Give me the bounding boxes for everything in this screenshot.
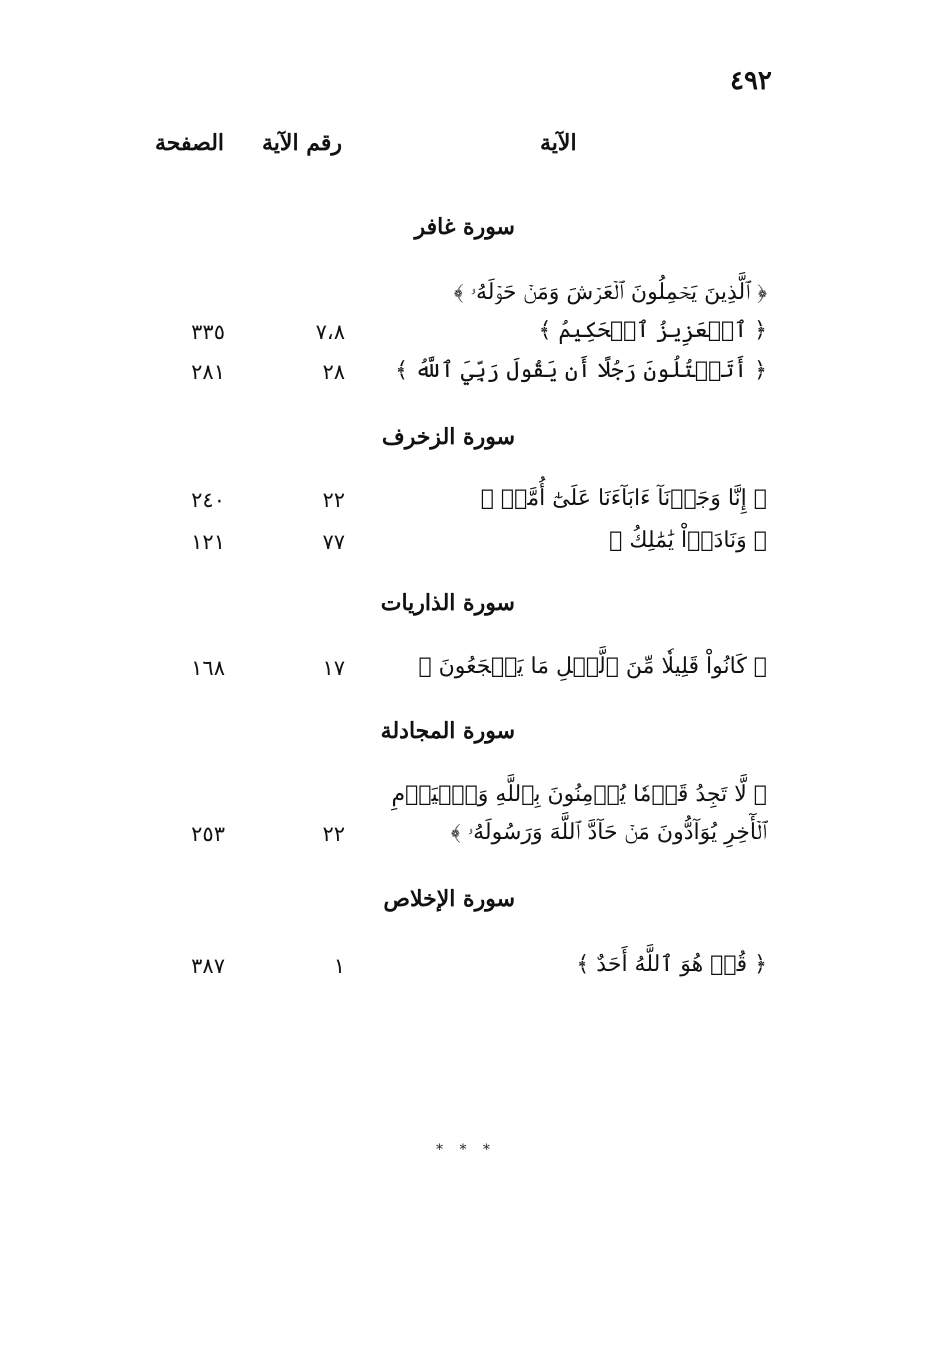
- header-verse-number: رقم الآية: [262, 130, 343, 156]
- surah-title: سورة الذاريات: [380, 590, 515, 616]
- page-number: ٤٩٢: [730, 66, 772, 96]
- ayah-number: ٢٢: [322, 822, 345, 846]
- verse-line: ٱلۡأٓخِرِ يُوَآدُّونَ مَنۡ حَآدَّ ٱللَّهَ وَرَسُولَهُۥ ﴾: [450, 820, 767, 845]
- page-reference: ٣٨٧: [191, 954, 225, 978]
- header-verse: الآية: [540, 130, 577, 156]
- page-reference: ١٢١: [191, 530, 225, 554]
- page-reference: ٢٤٠: [191, 488, 225, 512]
- surah-title: سورة الإخلاص: [383, 886, 515, 912]
- section-end-ornament: * * *: [436, 1142, 496, 1158]
- page-reference: ٢٥٣: [191, 822, 225, 846]
- surah-title: سورة الزخرف: [381, 424, 515, 450]
- ayah-number: ٧٧: [322, 530, 345, 554]
- verse-line: ﴿ لَّا تَجِدُ قَوۡمٗا يُؤۡمِنُونَ بِٱللَّهِ وَٱلۡيَوۡمِ: [391, 782, 767, 807]
- verse-line: ﴿ أَتَقۡتُلُونَ رَجُلًا أَن يَقُولَ رَبِّيَ ٱللَّهُ ﴾: [395, 358, 767, 383]
- verse-line: ﴿ ٱلۡعَزِيزُ ٱلۡحَكِيمُ ﴾: [538, 318, 767, 343]
- surah-title: سورة غافر: [414, 214, 515, 240]
- ayah-number: ٧،٨: [315, 320, 345, 344]
- surah-title: سورة المجادلة: [380, 718, 515, 744]
- page-reference: ٣٣٥: [191, 320, 225, 344]
- ayah-number: ١: [333, 954, 345, 978]
- ayah-number: ٢٨: [322, 360, 345, 384]
- ayah-number: ١٧: [322, 656, 345, 680]
- verse-line: ﴿ قُلۡ هُوَ ٱللَّهُ أَحَدٌ ﴾: [576, 952, 767, 977]
- verse-line: ﴿ وَنَادَوۡاْ يَٰمَٰلِكُ ﴾: [609, 528, 767, 553]
- ayah-number: ٢٢: [322, 488, 345, 512]
- page-reference: ٢٨١: [191, 360, 225, 384]
- header-page: الصفحة: [155, 130, 225, 156]
- verse-line: ﴿ كَانُواْ قَلِيلٗا مِّنَ ٱلَّيۡلِ مَا يَهۡجَعُونَ ﴾: [418, 654, 767, 679]
- verse-line: ﴿ ٱلَّذِينَ يَحۡمِلُونَ ٱلۡعَرۡشَ وَمَنۡ حَوۡلَهُۥ ﴾: [453, 280, 767, 305]
- page-reference: ١٦٨: [191, 656, 225, 680]
- verse-line: ﴿ إِنَّا وَجَدۡنَآ ءَابَآءَنَا عَلَىٰٓ أُمَّةٖ ﴾: [480, 486, 767, 511]
